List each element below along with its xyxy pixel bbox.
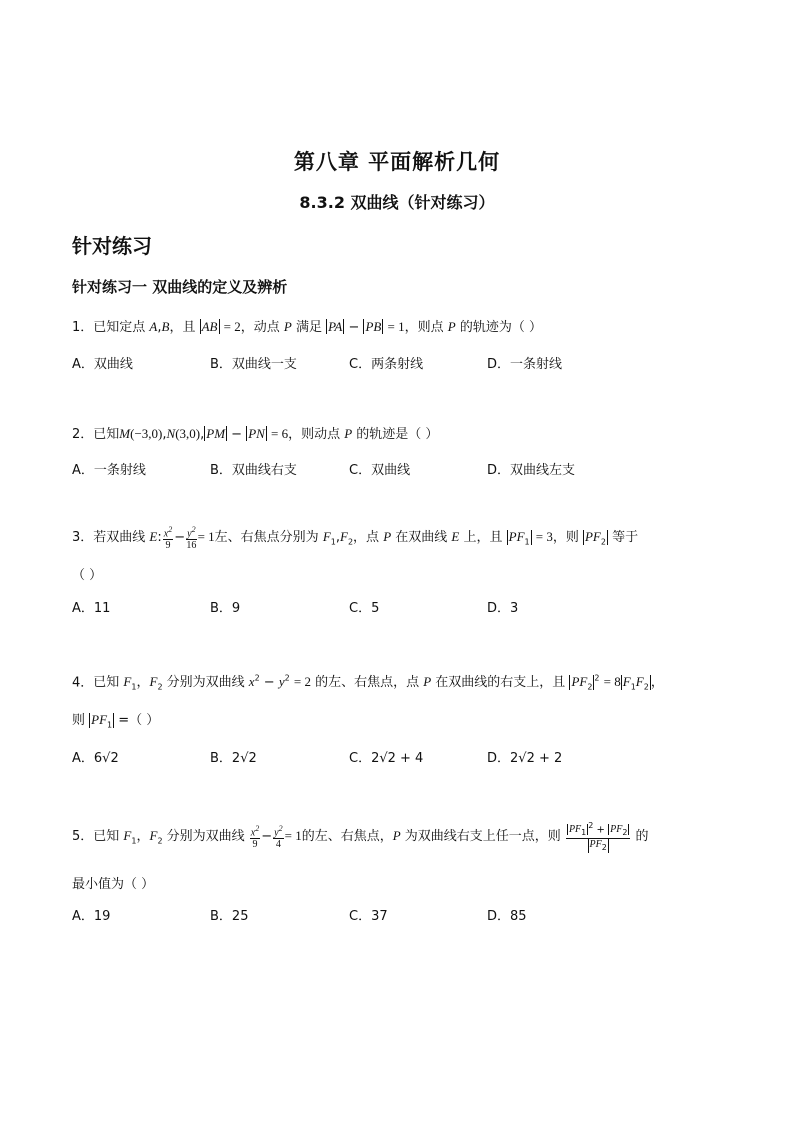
question-4	[72, 670, 664, 697]
question-number: 2．	[72, 427, 94, 442]
question-1	[72, 318, 542, 337]
question-number: 1．	[72, 320, 94, 335]
question-3-tail: （ ）	[72, 568, 103, 583]
question-number: 4．	[72, 675, 94, 691]
question-5-tail: 最小值为（ ）	[72, 877, 155, 892]
q5-option-c[interactable]: C．37	[349, 909, 388, 924]
q1-option-b[interactable]: B．双曲线一支	[210, 357, 297, 372]
q4-option-a[interactable]: A．6√2	[72, 751, 119, 766]
section-title: 8.3.2 双曲线（针对练习）	[299, 193, 495, 212]
question-2	[72, 425, 438, 444]
question-number: 3．	[72, 530, 94, 546]
question-stem: 若双曲线 E: $\frac{x^2}{9}$ − $\frac{y^2}{16}$ = 1左、右焦点分别为 $F_1,F_2$，点 P 在双曲线 E 上，且 $PF_1 = 3$，则 $PF_2$ 等于	[93, 525, 639, 552]
question-number: 5．	[72, 829, 94, 845]
q5-option-b[interactable]: B．25	[210, 909, 249, 924]
question-4-tail: 则 $PF_1$ =（ ）	[72, 712, 160, 730]
q2-option-b[interactable]: B．双曲线右支	[210, 463, 297, 478]
q4-option-c[interactable]: C．2√2 + 4	[349, 751, 424, 766]
q1-option-a[interactable]: A．双曲线	[72, 357, 133, 372]
chapter-title: 第八章 平面解析几何	[293, 150, 501, 174]
question-stem: 已知定点 A,B，且 AB = 2，动点 P 满足 PA − PB = 1，则点 P 的轨迹为（ ）	[93, 319, 542, 335]
section-heading: 针对练习	[72, 234, 152, 258]
q1-option-d[interactable]: D．一条射线	[487, 357, 563, 372]
question-3	[72, 524, 638, 552]
section-subheading: 针对练习一 双曲线的定义及辨析	[72, 278, 288, 296]
q4-option-b[interactable]: B．2√2	[210, 751, 257, 766]
question-5	[72, 820, 649, 853]
q5-option-d[interactable]: D．85	[487, 909, 527, 924]
q3-option-b[interactable]: B．9	[210, 601, 241, 616]
q3-option-c[interactable]: C．5	[349, 601, 380, 616]
q4-option-d[interactable]: D．2√2 + 2	[487, 751, 563, 766]
q2-option-c[interactable]: C．双曲线	[349, 463, 411, 478]
question-stem: 已知M(−3,0),N(3,0), PM − PN = 6，则动点 P 的轨迹是（ ）	[93, 426, 439, 442]
question-stem: 已知 $F_1$，$F_2$ 分别为双曲线 $x^2 - y^2 = 2$ 的左、右焦点，点 P 在双曲线的右支上，且 $PF_2^2 = 8$ $F_1F_2$ ，	[93, 674, 664, 692]
q3-option-a[interactable]: A．11	[72, 601, 111, 616]
q2-option-a[interactable]: A．一条射线	[72, 463, 146, 478]
q3-option-d[interactable]: D．3	[487, 601, 519, 616]
q1-option-c[interactable]: C．两条射线	[349, 357, 424, 372]
question-stem: 已知 $F_1$，$F_2$ 分别为双曲线 $\frac{x^2}{9}$ − $\frac{y^2}{4}$ = 1的左、右焦点，P 为双曲线右支上任一点，则 $\frac{PF_1^2 + PF_2}{PF_2}$ 的	[93, 821, 649, 853]
q5-option-a[interactable]: A．19	[72, 909, 111, 924]
q2-option-d[interactable]: D．双曲线左支	[487, 463, 576, 478]
